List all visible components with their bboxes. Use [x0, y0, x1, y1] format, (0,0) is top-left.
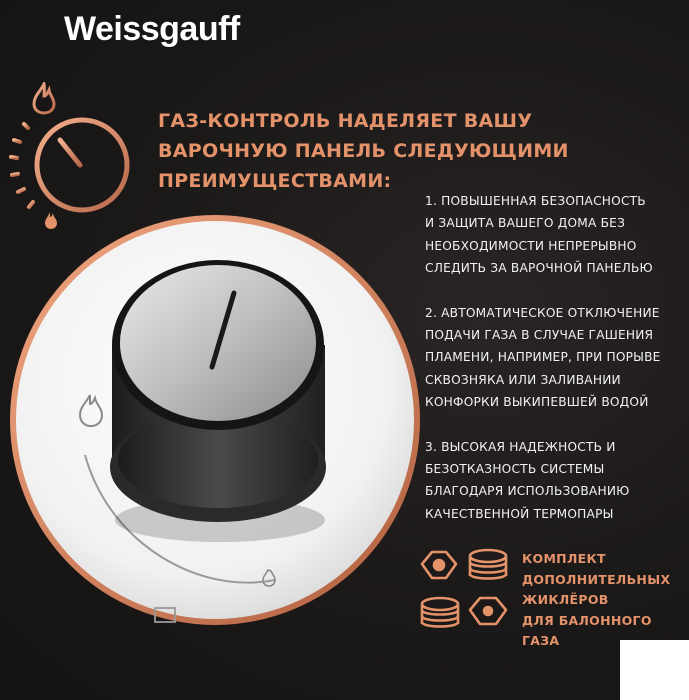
- feature-item-2: 2. АВТОМАТИЧЕСКОЕ ОТКЛЮЧЕНИЕ ПОДАЧИ ГАЗА В СЛУЧАЕ ГАШЕНИЯ ПЛАМЕНИ, НАПРИМЕР, ПРИ ПОРЫВЕ СКВОЗНЯКА ИЛИ ЗАЛИВАНИИ КОНФОРКИ ВЫКИПЕВШЕЙ ВОДОЙ: [425, 305, 661, 410]
- feature-item-1: 1. ПОВЫШЕННАЯ БЕЗОПАСНОСТЬ И ЗАЩИТА ВАШЕГО ДОМА БЕЗ НЕОБХОДИМОСТИ НЕПРЕРЫВНО СЛЕДИТЬ ЗА ВАРОЧНОЙ ПАНЕЛЬЮ: [425, 194, 653, 276]
- features-list: [425, 190, 685, 547]
- gas-knob-image: [0, 215, 420, 645]
- feature-item-3: 3. ВЫСОКАЯ НАДЕЖНОСТЬ И БЕЗОТКАЗНОСТЬ СИСТЕМЫ БЛАГОДАРЯ ИСПОЛЬЗОВАНИЮ КАЧЕСТВЕННОЙ ТЕРМОПАРЫ: [425, 439, 630, 521]
- headline: ГАЗ-КОНТРОЛЬ НАДЕЛЯЕТ ВАШУ ВАРОЧНУЮ ПАНЕЛЬ СЛЕДУЮЩИМИ ПРЕИМУЩЕСТВАМИ:: [158, 110, 569, 192]
- brand-logo: Weissgauff: [64, 10, 240, 48]
- corner-background: [620, 640, 689, 700]
- nozzles-note: КОМПЛЕКТ ДОПОЛНИТЕЛЬНЫХ ЖИКЛЁРОВ ДЛЯ БАЛОННОГО ГАЗА: [522, 551, 671, 648]
- gas-nozzles-icon: [412, 548, 517, 648]
